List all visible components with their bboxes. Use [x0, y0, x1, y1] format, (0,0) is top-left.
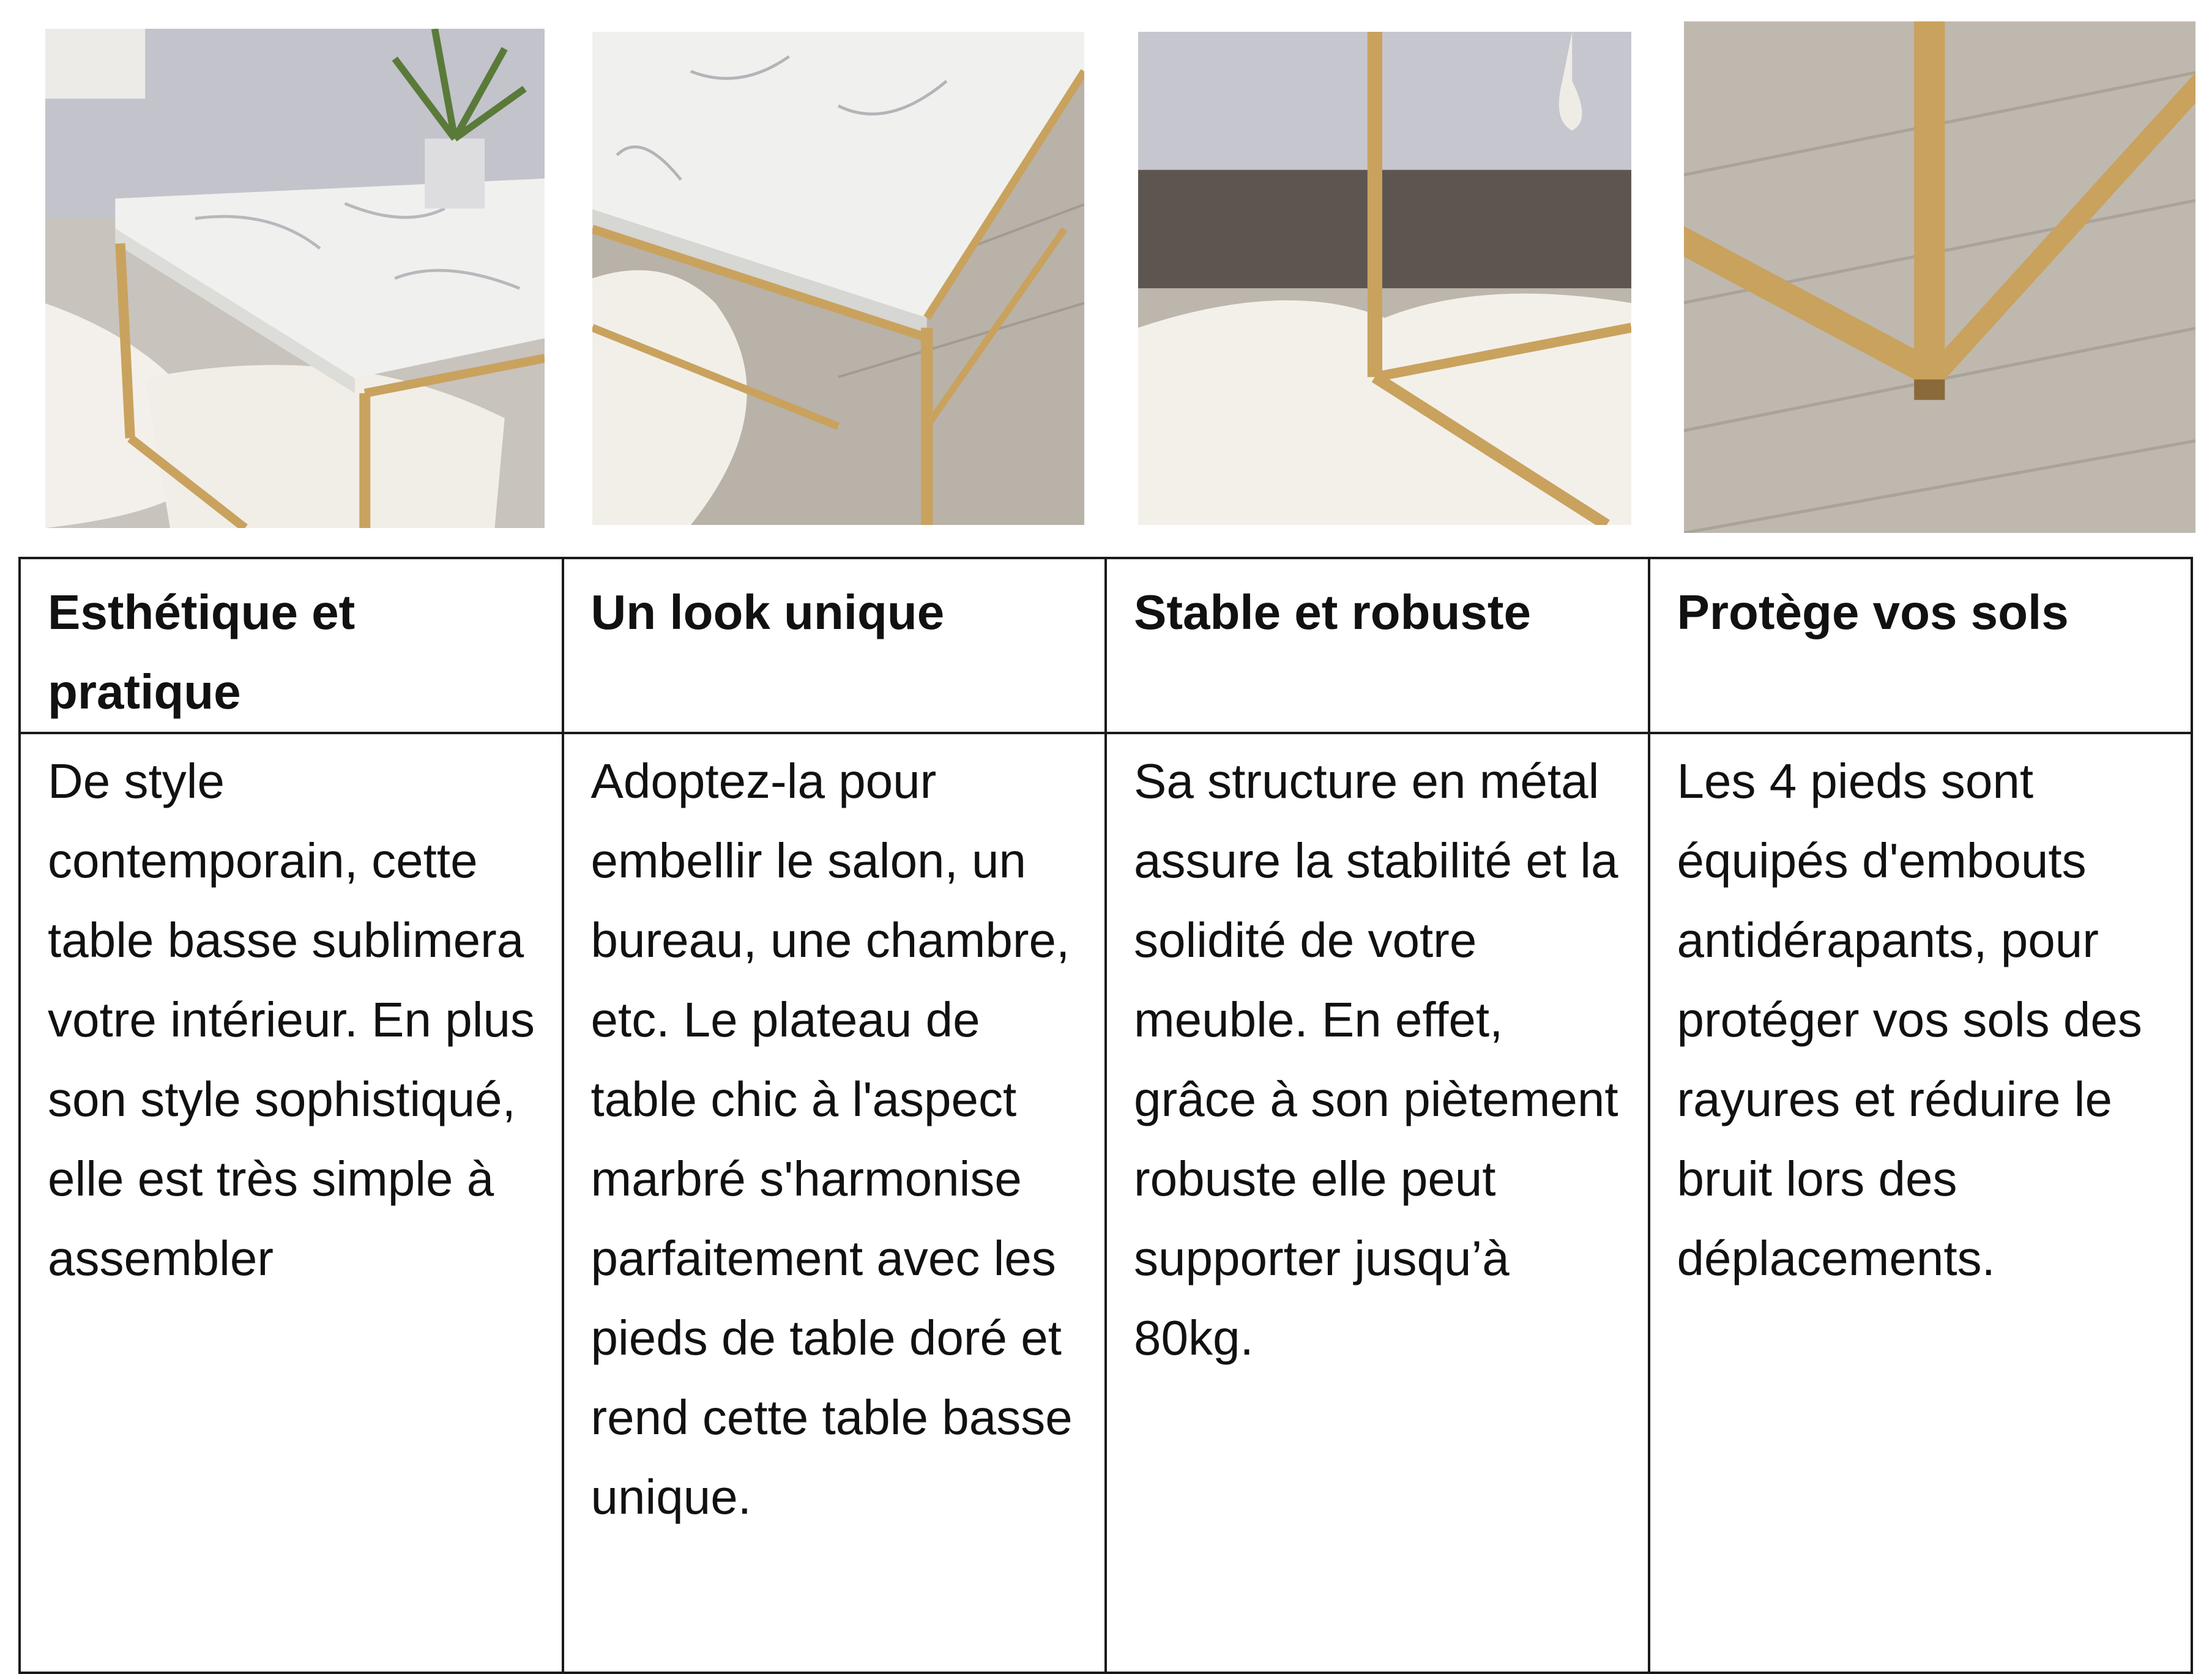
product-photo-anti-slip-foot [1684, 21, 2195, 533]
feature-table [18, 557, 2193, 1674]
feature-title-floor-protection: Protège vos sols [1649, 558, 2192, 733]
feature-text-floor-protection: Les 4 pieds sont équipés d'embouts antidérapants, pour protéger vos sols des rayures et réduire le bruit lors des déplacements. [1649, 733, 2192, 1673]
feature-table-header-row [20, 558, 2192, 733]
product-photo-metal-frame [1138, 32, 1631, 525]
product-photo-table-overview [45, 29, 545, 528]
feature-table-body-row [20, 733, 2192, 1673]
feature-text-unique-look: Adoptez-la pour embellir le salon, un bureau, une chambre, etc. Le plateau de table chic à l'aspect marbré s'harmonise parfaitement avec les pieds de table doré et rend cette table basse unique. [563, 733, 1106, 1673]
product-photo-marble-top [592, 32, 1084, 525]
feature-title-stable: Stable et robuste [1106, 558, 1649, 733]
feature-title-unique-look: Un look unique [563, 558, 1106, 733]
feature-text-aesthetic: De style contemporain, cette table basse sublimera votre intérieur. En plus son style sophistiqué, elle est très simple à assembler [20, 733, 563, 1673]
feature-title-aesthetic: Esthétique et pratique [20, 558, 563, 733]
feature-text-stable: Sa structure en métal assure la stabilité et la solidité de votre meuble. En effet, grâce à son piètement robuste elle peut supporter jusqu’à 80kg. [1106, 733, 1649, 1673]
